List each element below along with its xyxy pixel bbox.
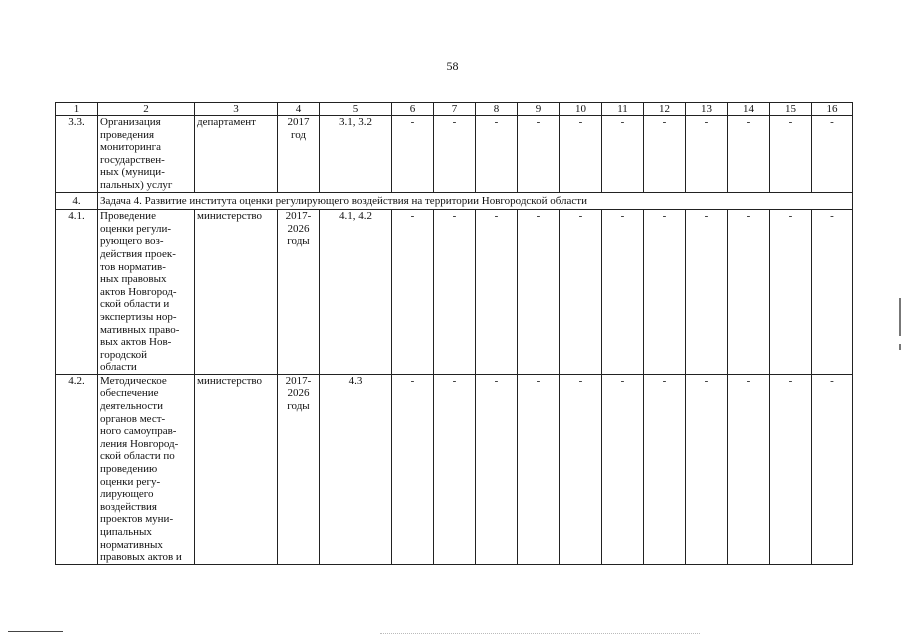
value-cell: - <box>560 210 602 375</box>
activity-name: Организация проведения мониторинга государствен- ных (муници- пальных) услуг <box>98 116 195 193</box>
column-number: 11 <box>602 103 644 116</box>
value-cell: - <box>602 210 644 375</box>
column-number: 7 <box>434 103 476 116</box>
task-title: Задача 4. Развитие института оценки регулирующего воздействия на территории Новгородской области <box>98 192 853 210</box>
executor: министерство <box>195 374 278 564</box>
value-cell: - <box>686 210 728 375</box>
target-indicators: 4.3 <box>320 374 392 564</box>
scan-artifact <box>380 633 700 634</box>
column-number: 2 <box>98 103 195 116</box>
column-number: 6 <box>392 103 434 116</box>
value-cell: - <box>728 116 770 193</box>
value-cell: - <box>686 116 728 193</box>
value-cell: - <box>812 374 853 564</box>
column-number: 14 <box>728 103 770 116</box>
table-row <box>56 210 853 375</box>
column-number: 15 <box>770 103 812 116</box>
value-cell: - <box>434 374 476 564</box>
value-cell: - <box>644 116 686 193</box>
value-cell: - <box>770 210 812 375</box>
row-number: 4.2. <box>56 374 98 564</box>
value-cell: - <box>518 374 560 564</box>
value-cell: - <box>434 116 476 193</box>
period: 2017- 2026 годы <box>278 374 320 564</box>
table-row <box>56 116 853 193</box>
column-number: 8 <box>476 103 518 116</box>
row-number: 4.1. <box>56 210 98 375</box>
value-cell: - <box>392 210 434 375</box>
page-number: 58 <box>446 59 459 73</box>
value-cell: - <box>812 116 853 193</box>
value-cell: - <box>476 116 518 193</box>
column-number: 13 <box>686 103 728 116</box>
column-number: 3 <box>195 103 278 116</box>
row-number: 3.3. <box>56 116 98 193</box>
column-number: 12 <box>644 103 686 116</box>
value-cell: - <box>686 374 728 564</box>
column-number: 16 <box>812 103 853 116</box>
period: 2017 год <box>278 116 320 193</box>
task-number: 4. <box>56 192 98 210</box>
column-number: 1 <box>56 103 98 116</box>
activity-name: Проведение оценки регули- рующего воз- действия проек- тов норматив- ных правовых актов Новгород- ской области и экспертизы нор- мативных право- вых актов Нов- городской области <box>98 210 195 375</box>
value-cell: - <box>728 374 770 564</box>
value-cell: - <box>392 374 434 564</box>
value-cell: - <box>770 374 812 564</box>
value-cell: - <box>476 374 518 564</box>
scan-edge-mark <box>899 344 901 350</box>
value-cell: - <box>602 116 644 193</box>
value-cell: - <box>602 374 644 564</box>
column-number-row <box>56 103 853 116</box>
activity-name: Методическое обеспечение деятельности органов мест- ного самоуправ- ления Новгород- ской области по проведению оценки регу- лирующего воздействия проектов муни- ципальных нормативных правовых актов и <box>98 374 195 564</box>
value-cell: - <box>770 116 812 193</box>
executor: департамент <box>195 116 278 193</box>
plan-table <box>55 102 853 565</box>
value-cell: - <box>644 374 686 564</box>
target-indicators: 4.1, 4.2 <box>320 210 392 375</box>
column-number: 9 <box>518 103 560 116</box>
value-cell: - <box>560 374 602 564</box>
value-cell: - <box>476 210 518 375</box>
executor: министерство <box>195 210 278 375</box>
column-number: 4 <box>278 103 320 116</box>
value-cell: - <box>812 210 853 375</box>
value-cell: - <box>560 116 602 193</box>
column-number: 5 <box>320 103 392 116</box>
target-indicators: 3.1, 3.2 <box>320 116 392 193</box>
value-cell: - <box>434 210 476 375</box>
value-cell: - <box>518 116 560 193</box>
footnote-separator <box>8 631 63 632</box>
table-row <box>56 374 853 564</box>
task-row <box>56 192 853 210</box>
column-number: 10 <box>560 103 602 116</box>
value-cell: - <box>392 116 434 193</box>
value-cell: - <box>644 210 686 375</box>
value-cell: - <box>728 210 770 375</box>
period: 2017- 2026 годы <box>278 210 320 375</box>
scan-edge-mark <box>899 298 901 336</box>
value-cell: - <box>518 210 560 375</box>
